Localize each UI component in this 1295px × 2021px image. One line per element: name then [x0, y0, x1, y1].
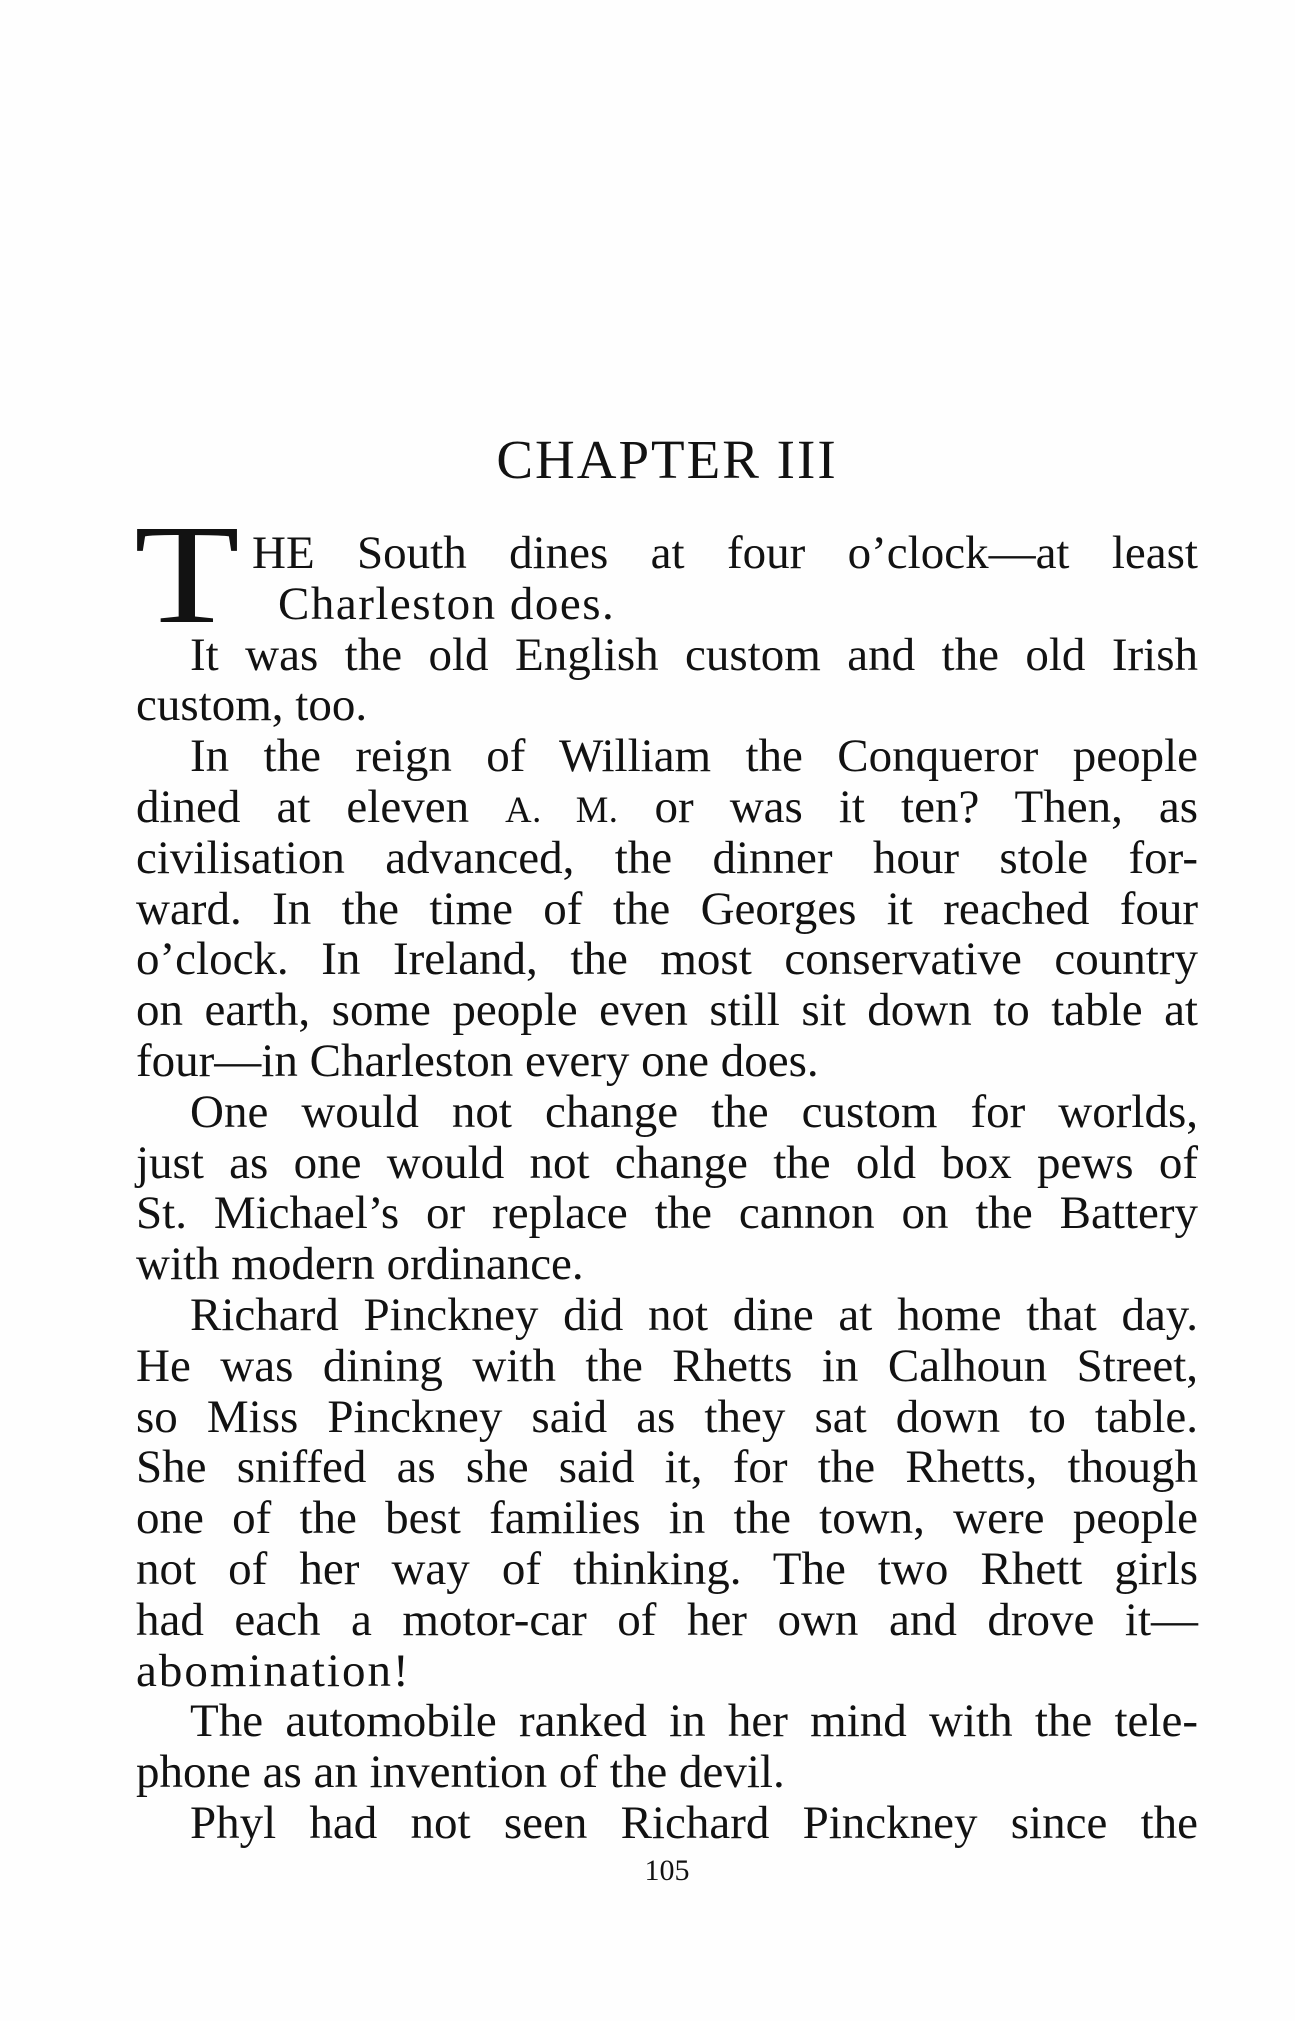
text-line: One would not change the custom for worlds, — [190, 1085, 1198, 1138]
text-line: She sniffed as she said it, for the Rhetts, though — [136, 1441, 1198, 1494]
text-line: ward. In the time of the Georges it reached four — [136, 882, 1198, 935]
text-line: o’clock. In Ireland, the most conservative country — [136, 933, 1198, 986]
text-line: HE South dines at four o’clock—at least — [252, 527, 1198, 579]
paragraph — [136, 630, 1198, 732]
text-line — [136, 782, 1198, 833]
body-text — [136, 528, 1198, 1849]
paragraph — [136, 1696, 1198, 1798]
text-segment: or was it ten? Then, as — [618, 780, 1199, 833]
text-line: not of her way of thinking. The two Rhett girls — [136, 1542, 1198, 1595]
paragraph — [136, 1087, 1198, 1290]
chapter-heading: CHAPTER III — [496, 429, 838, 490]
drop-cap: T — [134, 495, 240, 653]
text-line: St. Michael’s or replace the cannon on the Battery — [136, 1187, 1198, 1240]
text-line: with modern ordinance. — [136, 1238, 584, 1291]
text-line: civilisation advanced, the dinner hour stole for- — [136, 831, 1198, 884]
text-segment: dined at eleven — [136, 780, 506, 833]
text-line: phone as an invention of the devil. — [136, 1746, 785, 1799]
paragraph — [136, 1290, 1198, 1696]
text-line: so Miss Pinckney said as they sat down to table. — [136, 1390, 1198, 1443]
text-line: The automobile ranked in her mind with the tele- — [190, 1695, 1198, 1748]
paragraph — [136, 528, 1198, 630]
text-line: custom, too. — [136, 679, 368, 732]
page-number: 105 — [644, 1854, 690, 1887]
text-line: Charleston does. — [278, 577, 616, 630]
text-line: on earth, some people even still sit down to table at — [136, 984, 1198, 1037]
text-line: one of the best families in the town, were people — [136, 1492, 1198, 1545]
text-line: In the reign of William the Conqueror people — [190, 730, 1198, 783]
text-line: It was the old English custom and the old Irish — [190, 628, 1198, 681]
text-line: four—in Charleston every one does. — [136, 1034, 819, 1087]
text-line: had each a motor-car of her own and drove it— — [136, 1593, 1198, 1646]
text-line: abomination! — [136, 1644, 411, 1697]
small-caps-abbreviation: A. M. — [505, 788, 619, 830]
paragraph — [136, 1798, 1198, 1849]
text-line: Richard Pinckney did not dine at home that day. — [190, 1288, 1198, 1341]
text-line: Phyl had not seen Richard Pinckney since the — [190, 1796, 1198, 1849]
text-line: He was dining with the Rhetts in Calhoun Street, — [136, 1339, 1198, 1392]
text-line: just as one would not change the old box pews of — [136, 1136, 1198, 1189]
paragraph — [136, 731, 1198, 1087]
